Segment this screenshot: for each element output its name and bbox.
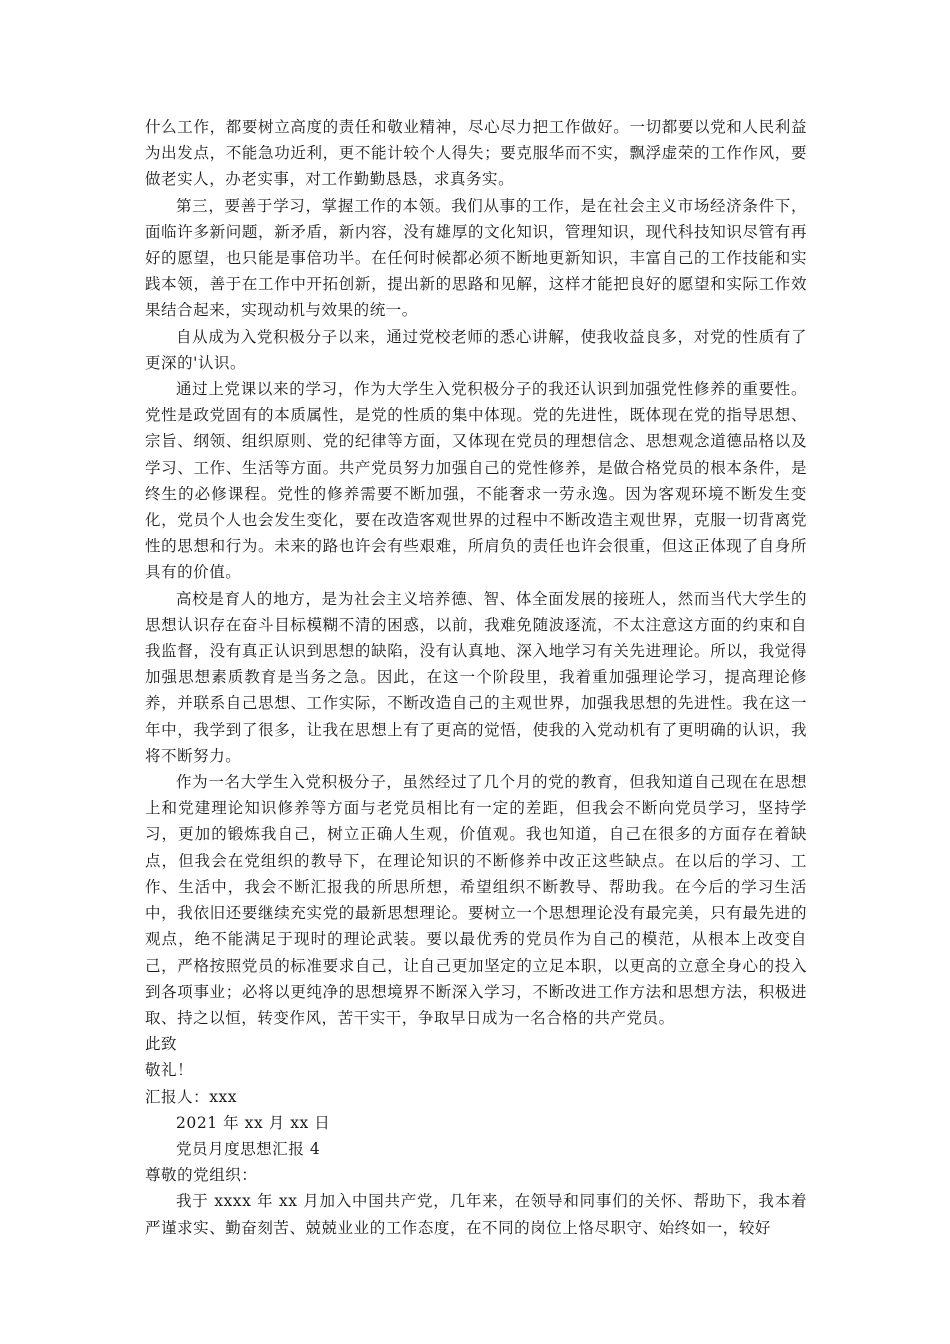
paragraph-third-point-learning: 第三，要善于学习，掌握工作的本领。我们从事的工作，是在社会主义市场经济条件下，面临许多新问题，新矛盾，新内容，没有雄厚的文化知识，管理知识，现代科技知识尽管有再好的愿望，也只能是事倍功半。在任何时候都必须不断地更新知识，丰富自己的工作技能和实践本领，善于在工作中开拓创新，提出新的思路和见解，这样才能把良好的愿望和实际工作效果结合起来，实现动机与效果的统一。 xyxy=(145,196,807,320)
paragraph-party-school: 自从成为入党积极分子以来，通过党校老师的悉心讲解，使我收益良多，对党的性质有了更深的'认识。 xyxy=(145,327,807,372)
paragraph-work-attitude: 什么工作，都要树立高度的责任和敬业精神，尽心尽力把工作做好。一切都要以党和人民利益为出发点，不能急功近利，更不能计较个人得失；要克服华而不实，飘浮虚荣的工作作风，要做老实人，办老实事，对工作勤勤恳恳，求真务实。 xyxy=(145,118,807,189)
document-page xyxy=(145,114,807,1241)
paragraph-party-spirit: 通过上党课以来的学习，作为大学生入党积极分子的我还认识到加强党性修养的重要性。党性是政党固有的本质属性，是党的性质的集中体现。党的先进性，既体现在党的指导思想、宗旨、纲领、组织原则、党的纪律等方面，又体现在党员的理想信念、思想观念道德品格以及学习、工作、生活等方面。共产党员努力加强自己的党性修养，是做合格党员的根本条件，是终生的必修课程。党性的修养需要不断加强，不能奢求一劳永逸。因为客观环境不断发生变化，党员个人也会发生变化，要在改造客观世界的过程中不断改造主观世界，克服一切背离党性的思想和行为。未来的路也许会有些艰难，所肩负的责任也许会很重，但这正体现了自身所具有的价值。 xyxy=(145,380,807,582)
paragraph-university: 高校是育人的地方，是为社会主义培养德、智、体全面发展的接班人，然而当代大学生的思想认识存在奋斗目标模糊不清的困惑，以前，我难免随波逐流，不太注意这方面的约束和自我监督，没有真正认识到思想的缺陷，没有认真地、深入地学习有关先进理论。所以，我觉得加强思想素质教育是当务之急。因此，在这一个阶段里，我着重加强理论学习，提高理论修养，并联系自己思想、工作实际，不断改造自己的主观世界，加强我思想的先进性。我在这一年中，我学到了很多，让我在思想上有了更高的觉悟，使我的入党动机有了更明确的认识，我将不断努力。 xyxy=(145,589,807,765)
reporter-name: 汇报人：xxx xyxy=(145,1087,238,1106)
paragraph-activist-commitment: 作为一名大学生入党积极分子，虽然经过了几个月的党的教育，但我知道自己现在在思想上和党建理论知识修养等方面与老党员相比有一定的差距，但我会不断向党员学习，坚持学习，更加的锻炼我自己，树立正确人生观，价值观。我也知道，自己在很多的方面存在着缺点，但我会在党组织的教导下，在理论知识的不断修养中改正这些缺点。在以后的学习、工作、生活中，我会不断汇报我的所思所想，希望组织不断教导、帮助我。在今后的学习生活中，我依旧还要继续充实党的最新思想理论。要树立一个思想理论没有最完美，只有最先进的观点，绝不能满足于现时的理论武装。要以最优秀的党员作为自己的模范，从根本上改变自己，严格按照党员的标准要求自己，让自己更加坚定的立足本职，以更高的立意全身心的投入到各项事业；必将以更纯净的思想境界不断深入学习，不断改进工作方法和思想方法，积极进取、持之以恒，转变作风，苦干实干，争取早日成为一名合格的共产党员。 xyxy=(145,773,807,1027)
closing-salutation: 此致 xyxy=(145,1035,178,1054)
paragraph-joining-party: 我于 xxxx 年 xx 月加入中国共产党，几年来，在领导和同事们的关怀、帮助下，我本着严谨求实、勤奋刻苦、兢兢业业的工作态度，在不同的岗位上恪尽职守、始终如一，较好 xyxy=(145,1192,807,1237)
section-title: 党员月度思想汇报 4 xyxy=(176,1139,321,1158)
closing-respect: 敬礼！ xyxy=(145,1061,194,1080)
greeting: 尊敬的党组织： xyxy=(145,1166,258,1185)
report-date: 2021 年 xx 月 xx 日 xyxy=(176,1113,331,1132)
